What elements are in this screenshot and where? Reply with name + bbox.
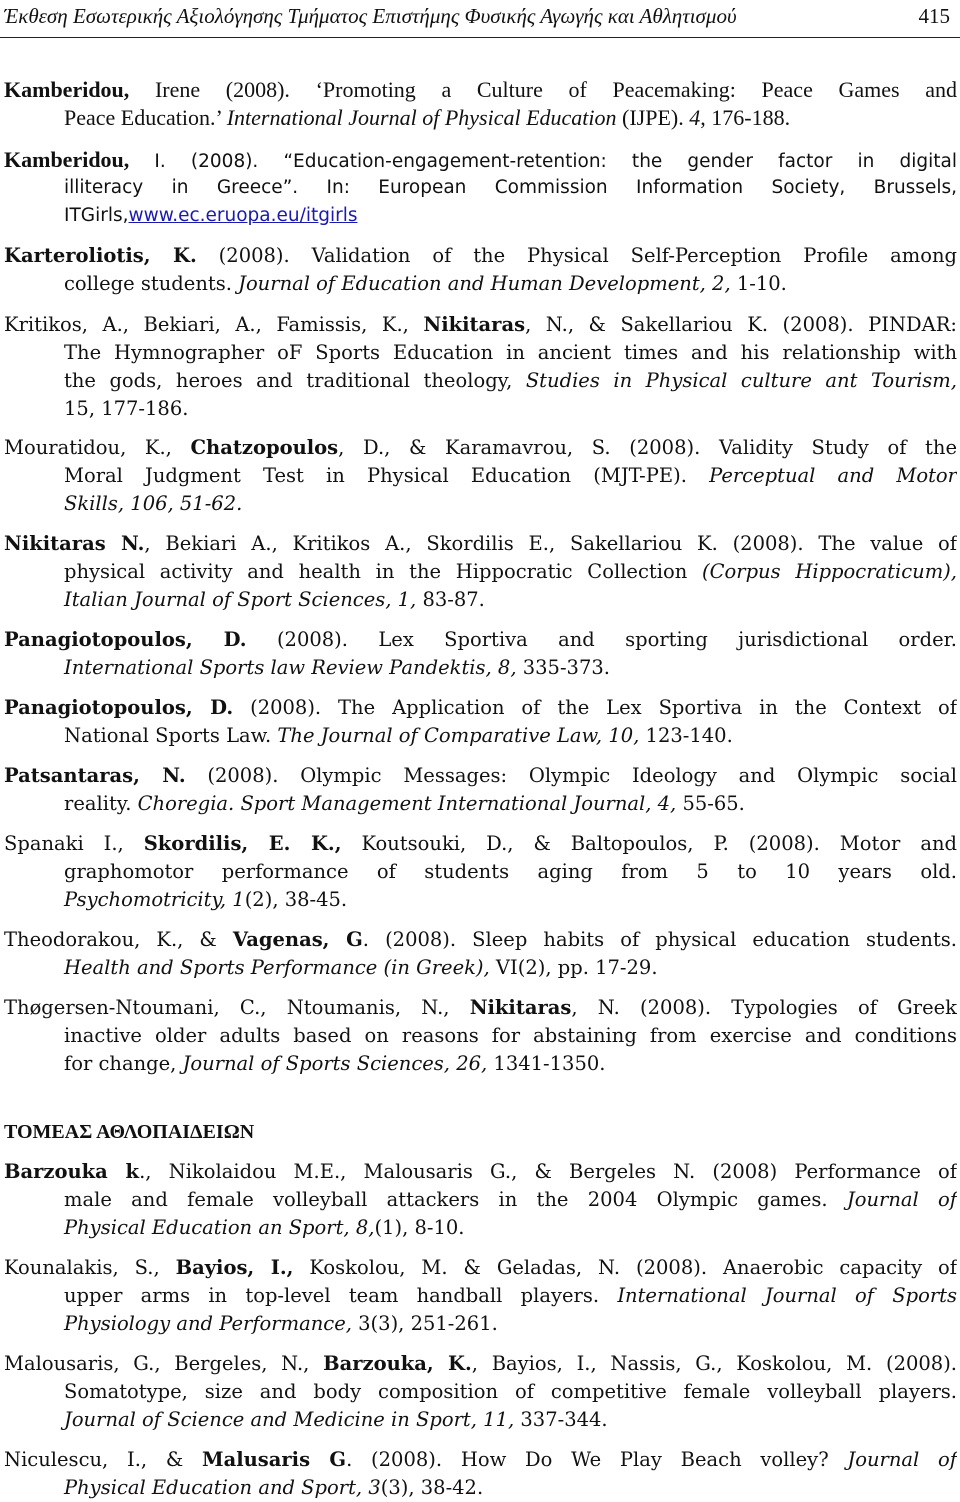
author-name: Panagiotopoulos, D. <box>4 696 234 719</box>
reference-line: Journal of Science and Medicine in Sport, 11, 337-344. <box>64 1408 608 1431</box>
reference-line: male and female volleyball attackers in the 2004 Olympic games. Journal of <box>64 1188 957 1211</box>
author-name: Chatzopoulos <box>190 436 339 459</box>
reference-entry <box>4 762 957 818</box>
journal-title: International Journal of Physical Education <box>226 105 617 130</box>
reference-entry <box>4 994 957 1078</box>
author-name: Nikitaras N. <box>4 532 145 555</box>
reference-line: Physical Education an Sport, 8,(1), 8-10. <box>64 1216 465 1239</box>
reference-entry <box>4 434 957 518</box>
reference-line: Moral Judgment Test in Physical Education (MJT-PE). Perceptual and Motor <box>64 464 957 487</box>
page-number: 415 <box>918 4 950 28</box>
itgirls-link[interactable]: www.ec.eruopa.eu/itgirls <box>128 205 358 226</box>
reference-entry <box>4 1350 957 1434</box>
journal-title: Journal of Sports Sciences, 26, <box>182 1052 488 1075</box>
author-name: Barzouka k <box>4 1160 140 1183</box>
reference-line: Kamberidou, I. (2008). “Education-engagement-retention: the gender factor in digital <box>4 147 957 172</box>
reference-line: Nikitaras N., Bekiari A., Kritikos A., Skordilis E., Sakellariou K. (2008). The value of <box>4 532 957 555</box>
author-name: Kamberidou, <box>4 77 130 102</box>
author-name: Bayios, I., <box>175 1256 294 1279</box>
journal-title: Health and Sports Performance (in Greek), <box>64 956 490 979</box>
reference-line: 15, 177-186. <box>64 397 189 420</box>
journal-title: Choregia. Sport Management International Journal, 4, <box>137 792 677 815</box>
reference-line: Psychomotricity, 1(2), 38-45. <box>64 888 348 911</box>
reference-entry <box>4 694 957 750</box>
reference-line: illiteracy in Greece”. In: European Commission Information Society, Brussels, <box>64 177 957 198</box>
author-name: Barzouka, K. <box>323 1352 472 1375</box>
page-header <box>0 0 960 38</box>
section-heading: ΤΟΜΕΑΣ ΑΘΛΟΠΑΙΔΕΙΩΝ <box>4 1121 255 1143</box>
reference-line: Physical Education and Sport, 3(3), 38-42. <box>64 1476 484 1499</box>
reference-line: Patsantaras, N. (2008). Olympic Messages: Olympic Ideology and Olympic social <box>4 764 957 787</box>
reference-line: college students. Journal of Education and Human Development, 2, 1-10. <box>64 272 787 295</box>
running-title: Έκθεση Εσωτερικής Αξιολόγησης Τμήματος Επιστήμης Φυσικής Αγωγής και Αθλητισμού <box>4 4 737 28</box>
reference-line: graphomotor performance of students aging from 5 to 10 years old. <box>64 860 957 883</box>
reference-entry <box>4 76 957 132</box>
journal-title: Journal of Education and Human Development, 2, <box>238 272 731 295</box>
reference-entry <box>4 1446 957 1502</box>
reference-line: The Hymnographer oF Sports Education in ancient times and his relationship with <box>64 341 957 364</box>
journal-title: Psychomotricity, 1 <box>64 888 245 911</box>
author-name: Karteroliotis, K. <box>4 244 197 267</box>
author-name: Nikitaras <box>469 996 572 1019</box>
reference-entry <box>4 1254 957 1338</box>
journal-title: Perceptual and Motor <box>709 464 957 487</box>
reference-line: Kritikos, A., Bekiari, A., Famissis, K., Nikitaras, N., & Sakellariou K. (2008). PINDAR: <box>4 313 957 336</box>
reference-line: Somatotype, size and body composition of competitive female volleyball players. <box>64 1380 957 1403</box>
reference-line: International Sports law Review Pandektis, 8, 335-373. <box>64 656 610 679</box>
author-name: Malusaris G <box>201 1448 347 1471</box>
reference-line: Physiology and Performance, 3(3), 251-261. <box>64 1312 498 1335</box>
reference-line: Skills, 106, 51-62. <box>64 492 243 515</box>
journal-title: Italian Journal of Sport Sciences, 1, <box>64 588 417 611</box>
reference-line: inactive older adults based on reasons for abstaining from exercise and conditions <box>64 1024 957 1047</box>
author-name: Panagiotopoulos, D. <box>4 628 247 651</box>
reference-line: Health and Sports Performance (in Greek), VI(2), pp. 17-29. <box>64 956 658 979</box>
reference-entry <box>4 830 957 914</box>
reference-line: Panagiotopoulos, D. (2008). The Application of the Lex Sportiva in the Context of <box>4 696 957 719</box>
reference-entry <box>4 242 957 298</box>
journal-title: Studies in Physical culture ant Tourism, <box>525 369 957 392</box>
author-name: Nikitaras <box>423 313 526 336</box>
reference-line: Niculescu, I., & Malusaris G. (2008). How Do We Play Beach volley? Journal of <box>4 1448 957 1471</box>
author-name: Skordilis, E. K., <box>143 832 342 855</box>
reference-entry <box>4 146 957 230</box>
reference-line: Malousaris, G., Bergeles, N., Barzouka, K., Bayios, I., Nassis, G., Koskolou, M. (2008). <box>4 1352 957 1375</box>
reference-line: Kamberidou, Irene (2008). ‘Promoting a Culture of Peacemaking: Peace Games and <box>4 77 957 102</box>
reference-entry <box>4 530 957 614</box>
author-name: Vagenas, G <box>232 928 363 951</box>
reference-line: Panagiotopoulos, D. (2008). Lex Sportiva and sporting jurisdictional order. <box>4 628 957 651</box>
reference-line: Italian Journal of Sport Sciences, 1, 83-87. <box>64 588 485 611</box>
reference-line: ITGirls,www.ec.eruopa.eu/itgirls <box>64 205 358 226</box>
reference-line: Kounalakis, S., Bayios, I., Koskolou, M. & Geladas, N. (2008). Anaerobic capacity of <box>4 1256 957 1279</box>
reference-entry <box>4 926 957 982</box>
reference-line: reality. Choregia. Sport Management International Journal, 4, 55-65. <box>64 792 745 815</box>
reference-line: Peace Education.’ International Journal of Physical Education (IJPE). 4, 176-188. <box>64 105 791 130</box>
reference-entry <box>4 1158 957 1242</box>
reference-line: upper arms in top-level team handball players. International Journal of Sports <box>64 1284 957 1307</box>
reference-entry <box>4 311 957 423</box>
reference-line: Spanaki I., Skordilis, E. K., Koutsouki, D., & Baltopoulos, P. (2008). Motor and <box>4 832 957 855</box>
journal-title: Journal of <box>847 1448 957 1471</box>
reference-line: National Sports Law. The Journal of Comparative Law, 10, 123-140. <box>64 724 733 747</box>
reference-line: Thøgersen-Ntoumani, C., Ntoumanis, N., Nikitaras, N. (2008). Typologies of Greek <box>4 996 957 1019</box>
journal-title: International Sports law Review Pandektis, 8, <box>64 656 517 679</box>
reference-line: the gods, heroes and traditional theology, Studies in Physical culture ant Tourism, <box>64 369 957 392</box>
reference-line: Barzouka k., Nikolaidou M.E., Malousaris G., & Bergeles N. (2008) Performance of <box>4 1160 957 1183</box>
journal-title: International Journal of Sports <box>617 1284 957 1307</box>
reference-line: Karteroliotis, K. (2008). Validation of the Physical Self-Perception Profile among <box>4 244 957 267</box>
reference-line: physical activity and health in the Hippocratic Collection (Corpus Hippocraticum), <box>64 560 957 583</box>
journal-title: Journal of Science and Medicine in Sport, 11, <box>64 1408 515 1431</box>
reference-line: Mouratidou, K., Chatzopoulos, D., & Karamavrou, S. (2008). Validity Study of the <box>4 436 957 459</box>
reference-entry <box>4 626 957 682</box>
reference-line: Theodorakou, K., & Vagenas, G. (2008). Sleep habits of physical education students. <box>4 928 957 951</box>
reference-line: for change, Journal of Sports Sciences, 26, 1341-1350. <box>64 1052 606 1075</box>
author-name: Patsantaras, N. <box>4 764 186 787</box>
journal-title: The Journal of Comparative Law, 10, <box>277 724 640 747</box>
author-name: Kamberidou, <box>4 147 130 172</box>
journal-title: Journal of <box>846 1188 957 1211</box>
